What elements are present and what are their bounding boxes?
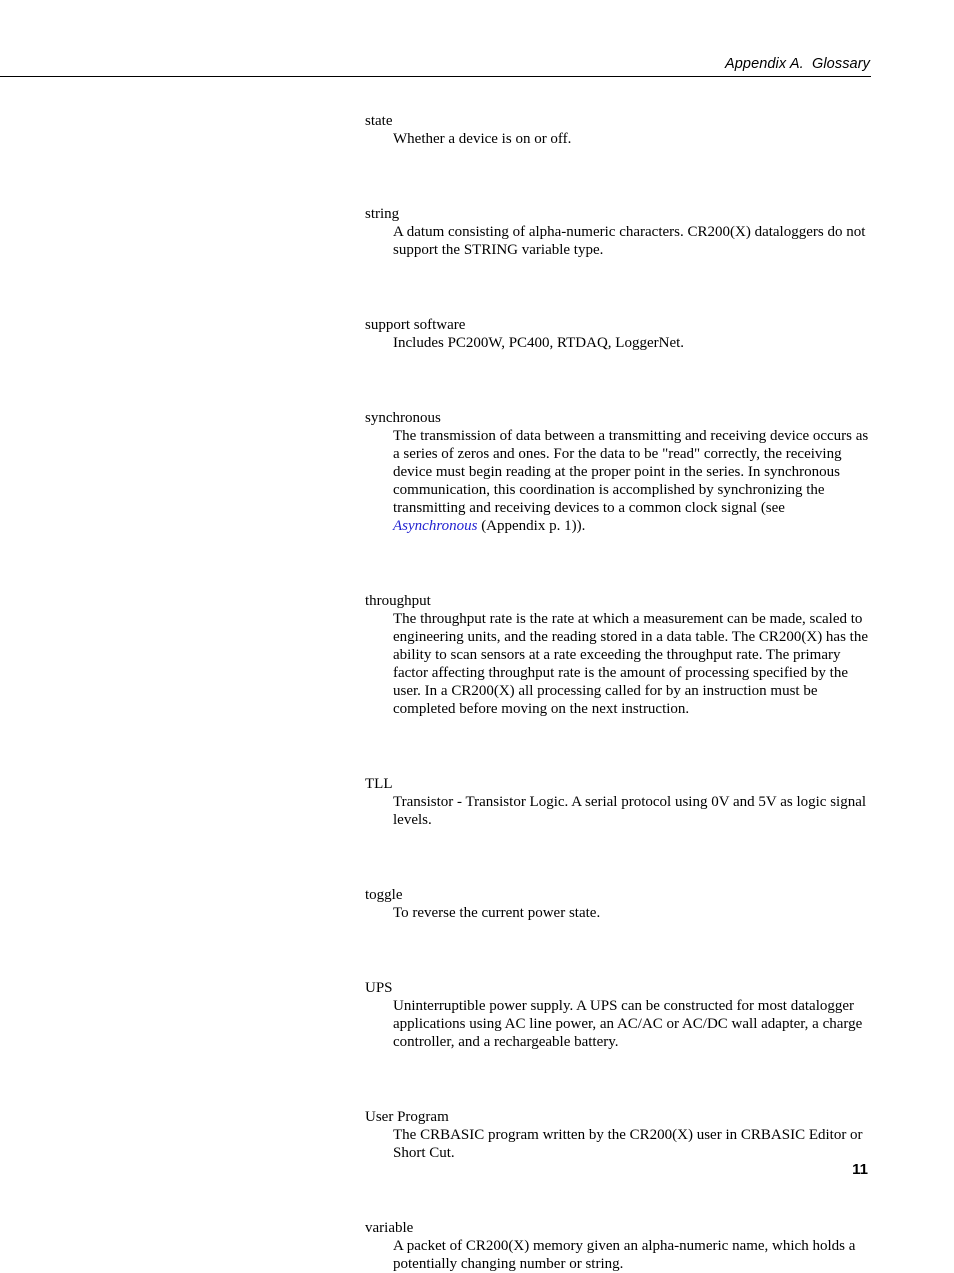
glossary-term: throughput: [365, 593, 431, 609]
glossary-entry-support-software: [365, 316, 870, 352]
glossary-list: [365, 112, 870, 1273]
asynchronous-cross-reference-link[interactable]: Asynchronous: [393, 518, 478, 534]
definition-text: The transmission of data between a transmitting and receiving device occurs as a series of zeros and ones. For the data to be "read" correctly, the receiving device must begin reading at the proper point in the series. In synchronous communication, this coordination is accomplished by synchronizing the transmitting and receiving devices to a common clock signal (see: [393, 428, 869, 516]
glossary-definition: Whether a device is on or off.: [393, 131, 572, 147]
header-rule: [0, 76, 871, 77]
glossary-term: UPS: [365, 980, 393, 996]
definition-text: (Appendix p. 1)).: [477, 518, 586, 534]
glossary-term: toggle: [365, 887, 403, 903]
glossary-definition: A datum consisting of alpha-numeric characters. CR200(X) dataloggers do not support the STRING variable type.: [393, 224, 866, 258]
glossary-term: variable: [365, 1220, 414, 1236]
glossary-term: string: [365, 206, 400, 222]
glossary-term: state: [365, 113, 393, 129]
glossary-term: User Program: [365, 1109, 449, 1125]
glossary-entry-user-program: [365, 1108, 870, 1162]
glossary-entry-ups: [365, 979, 870, 1051]
glossary-term: synchronous: [365, 410, 441, 426]
glossary-definition: To reverse the current power state.: [393, 905, 601, 921]
page-number: 11: [852, 1161, 868, 1178]
glossary-definition: The CRBASIC program written by the CR200(X) user in CRBASIC Editor or Short Cut.: [393, 1127, 863, 1161]
glossary-definition: Transistor - Transistor Logic. A serial protocol using 0V and 5V as logic signal levels.: [393, 794, 867, 828]
running-header-title: Appendix A. Glossary: [724, 56, 870, 72]
glossary-definition: A packet of CR200(X) memory given an alpha-numeric name, which holds a potentially changing number or string.: [393, 1238, 856, 1272]
glossary-entry-tll: [365, 775, 870, 829]
glossary-entry-toggle: [365, 886, 870, 922]
glossary-definition: The throughput rate is the rate at which a measurement can be made, scaled to engineering units, and the reading stored in a data table. The CR200(X) has the ability to scan sensors at a rate exceeding the throughput rate. The primary factor affecting throughput rate is the amount of processing specified by the user. In a CR200(X) all processing called for by an instruction must be completed before moving on the next instruction.: [393, 611, 869, 717]
glossary-entry-state: [365, 112, 870, 148]
glossary-term: support software: [365, 317, 466, 333]
glossary-term: TLL: [365, 776, 393, 792]
glossary-definition: Uninterruptible power supply. A UPS can be constructed for most datalogger applications using AC line power, an AC/AC or AC/DC wall adapter, a charge controller, and a rechargeable battery.: [393, 998, 863, 1050]
glossary-definition: Includes PC200W, PC400, RTDAQ, LoggerNet.: [393, 335, 685, 351]
glossary-entry-throughput: [365, 592, 870, 718]
glossary-entry-synchronous: [365, 409, 870, 535]
glossary-definition: [393, 427, 870, 535]
glossary-entry-variable: [365, 1219, 870, 1273]
glossary-entry-string: [365, 205, 870, 259]
